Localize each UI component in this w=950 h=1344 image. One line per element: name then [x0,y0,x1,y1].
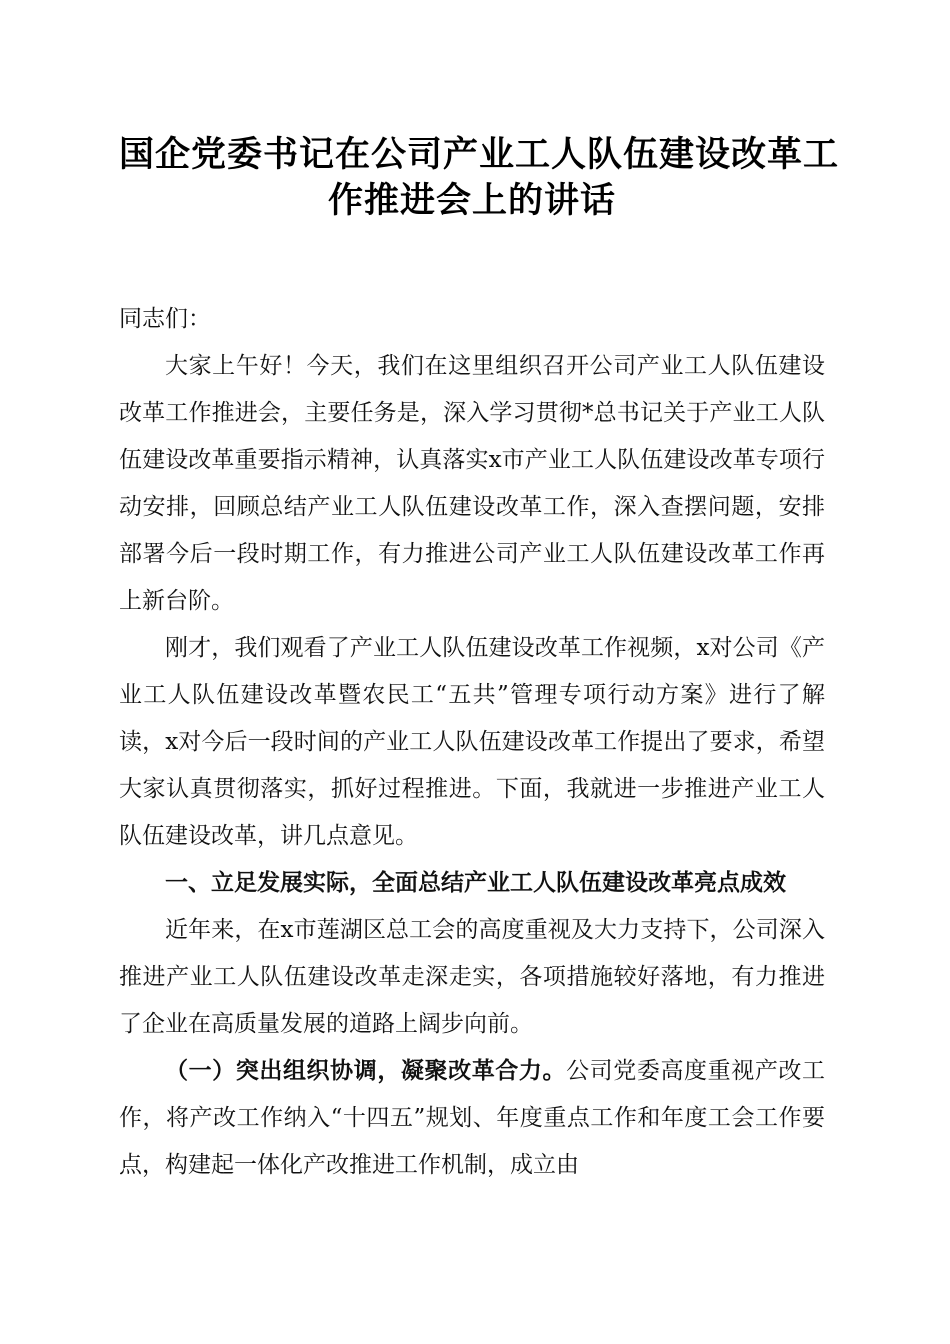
section-heading-1: 一、立足发展实际，全面总结产业工人队伍建设改革亮点成效 [165,870,786,896]
salutation: 同志们： [119,306,211,332]
paragraph-review: 刚才，我们观看了产业工人队伍建设改革工作视频，x对公司《产业工人队伍建设改革暨农民工“五共”管理专项行动方案》进行了解读，x对今后一段时间的产业工人队伍建设改革工作提出了要求，希望大家认真贯彻落实，抓好过程推进。下面，我就进一步推进产业工人队伍建设改革，讲几点意见。 [119,635,825,849]
document-body [119,296,825,1189]
document-title-line-1: 国企党委书记在公司产业工人队伍建设改革工 [119,135,840,175]
paragraph-subsection-1 [119,1048,825,1189]
document-title-line-2: 作推进会上的讲话 [327,181,616,221]
document-title [119,132,840,224]
subsection-heading-1: （一）突出组织协调，凝聚改革合力。 [165,1058,567,1084]
paragraph-opening: 大家上午好！今天，我们在这里组织召开公司产业工人队伍建设改革工作推进会，主要任务是，深入学习贯彻*总书记关于产业工人队伍建设改革重要指示精神，认真落实x市产业工人队伍建设改革专项行动安排，回顾总结产业工人队伍建设改革工作，深入查摆问题，安排部署今后一段时期工作，有力推进公司产业工人队伍建设改革工作再上新台阶。 [119,353,825,614]
subsection-1-text: 公司党委高度重视产改工作，将产改工作纳入“十四五”规划、年度重点工作和年度工会工作要点，构建起一体化产改推进工作机制，成立由 [119,1058,826,1178]
document-page [119,132,840,1189]
paragraph-recent-years: 近年来，在x市莲湖区总工会的高度重视及大力支持下，公司深入推进产业工人队伍建设改革走深走实，各项措施较好落地，有力推进了企业在高质量发展的道路上阔步向前。 [119,917,825,1037]
